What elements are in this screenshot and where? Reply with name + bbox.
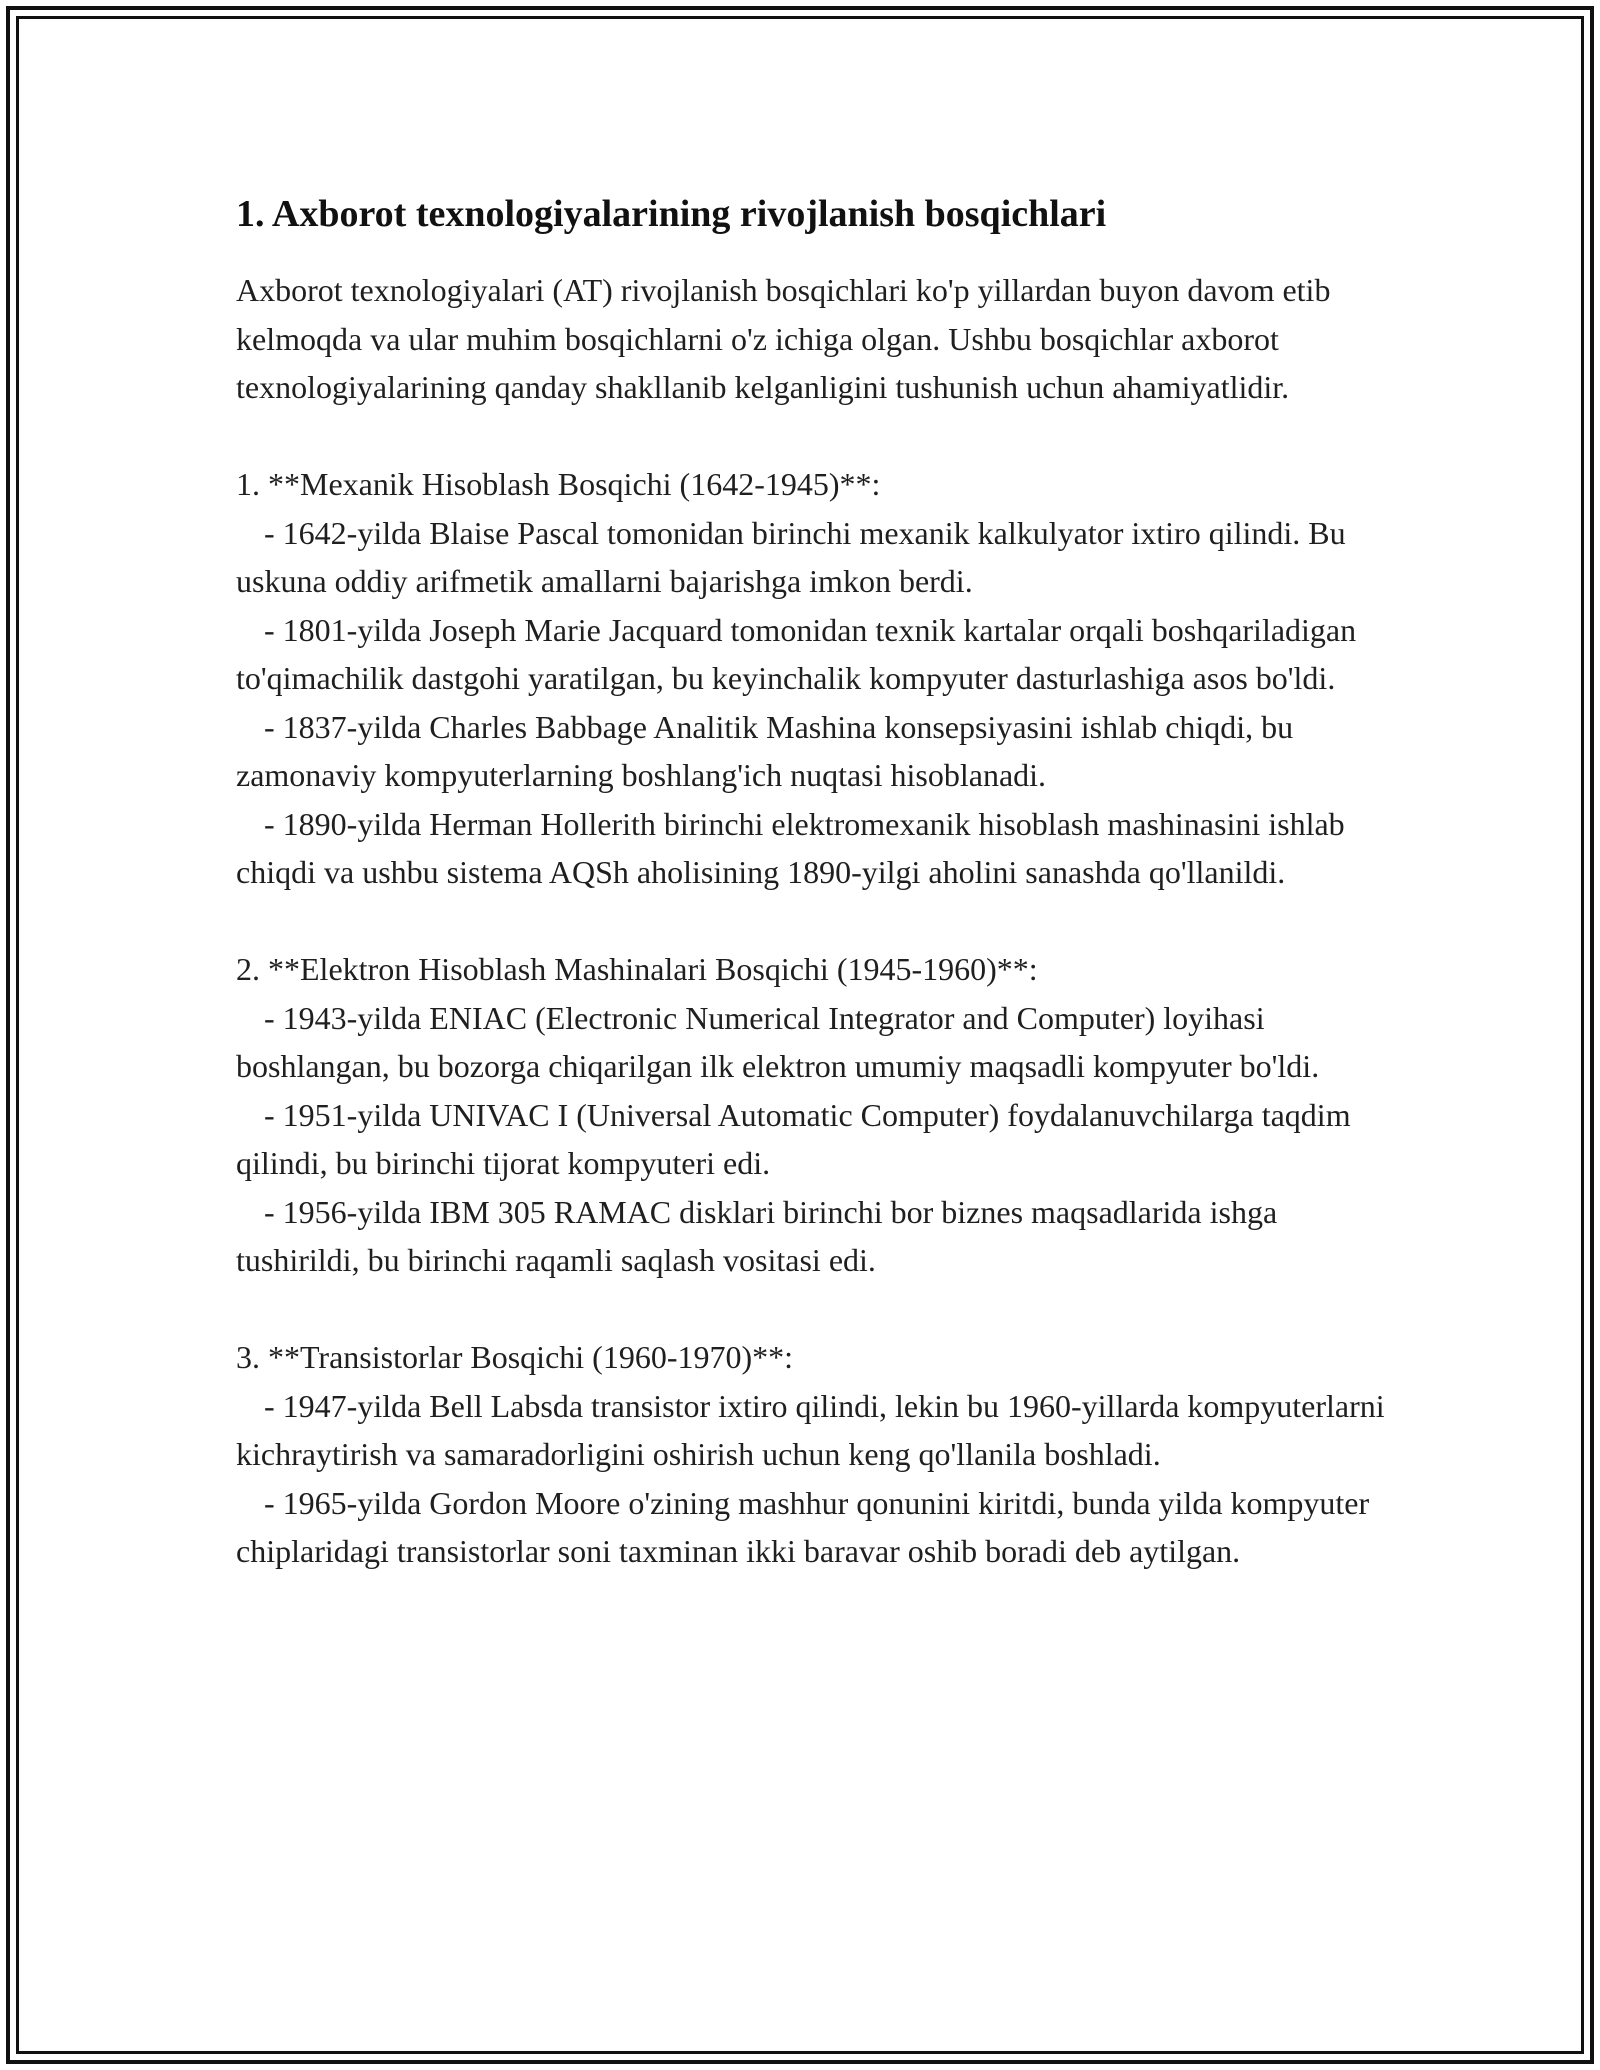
section-transistors	[236, 1333, 1386, 1576]
section-heading: 3. **Transistorlar Bosqichi (1960-1970)**:	[236, 1339, 794, 1375]
list-item: - 1642-yilda Blaise Pascal tomonidan birinchi mexanik kalkulyator ixtiro qilindi. Bu uskuna oddiy arifmetik amallarni bajarishga imkon berdi.	[236, 514, 1346, 599]
list-item: - 1951-yilda UNIVAC I (Universal Automatic Computer) foydalanuvchilarga taqdim qilindi, bu birinchi tijorat kompyuteri edi.	[236, 1096, 1351, 1181]
section-mechanical	[236, 460, 1386, 897]
list-item: - 1965-yilda Gordon Moore o'zining mashhur qonunini kiritdi, bunda yilda kompyuter chiplaridagi transistorlar soni taxminan ikki baravar oshib boradi deb aytilgan.	[236, 1484, 1370, 1569]
list-item: - 1837-yilda Charles Babbage Analitik Mashina konsepsiyasini ishlab chiqdi, bu zamonaviy kompyuterlarning boshlang'ich nuqtasi hisoblanadi.	[236, 708, 1294, 793]
intro-paragraph: Axborot texnologiyalari (AT) rivojlanish bosqichlari ko'p yillardan buyon davom etib kelmoqda va ular muhim bosqichlarni o'z ichiga olgan. Ushbu bosqichlar axborot texnologiyalarining qanday shakllanib kelganligini tushunish uchun ahamiyatlidir.	[236, 272, 1331, 405]
section-heading: 1. **Mexanik Hisoblash Bosqichi (1642-1945)**:	[236, 466, 881, 502]
section-electronic	[236, 945, 1386, 1285]
section-heading: 2. **Elektron Hisoblash Mashinalari Bosqichi (1945-1960)**:	[236, 951, 1038, 987]
list-item: - 1801-yilda Joseph Marie Jacquard tomonidan texnik kartalar orqali boshqariladigan to'qimachilik dastgohi yaratilgan, bu keyinchalik kompyuter dasturlashiga asos bo'ldi.	[236, 611, 1357, 696]
list-item: - 1890-yilda Herman Hollerith birinchi elektromexanik hisoblash mashinasini ishlab chiqdi va ushbu sistema AQSh aholisining 1890-yilgi aholini sanashda qo'llanildi.	[236, 805, 1345, 890]
list-item: - 1956-yilda IBM 305 RAMAC disklari birinchi bor biznes maqsadlarida ishga tushirildi, bu birinchi raqamli saqlash vositasi edi.	[236, 1193, 1278, 1278]
document-body	[236, 188, 1386, 1576]
list-item: - 1943-yilda ENIAC (Electronic Numerical Integrator and Computer) loyihasi boshlangan, bu bozorga chiqarilgan ilk elektron umumiy maqsadli kompyuter bo'ldi.	[236, 999, 1320, 1084]
list-item: - 1947-yilda Bell Labsda transistor ixtiro qilindi, lekin bu 1960-yillarda kompyuterlarni kichraytirish va samaradorligini oshirish uchun keng qo'llanila boshladi.	[236, 1387, 1385, 1472]
document-title: 1. Axborot texnologiyalarining rivojlanish bosqichlari	[236, 193, 1107, 235]
